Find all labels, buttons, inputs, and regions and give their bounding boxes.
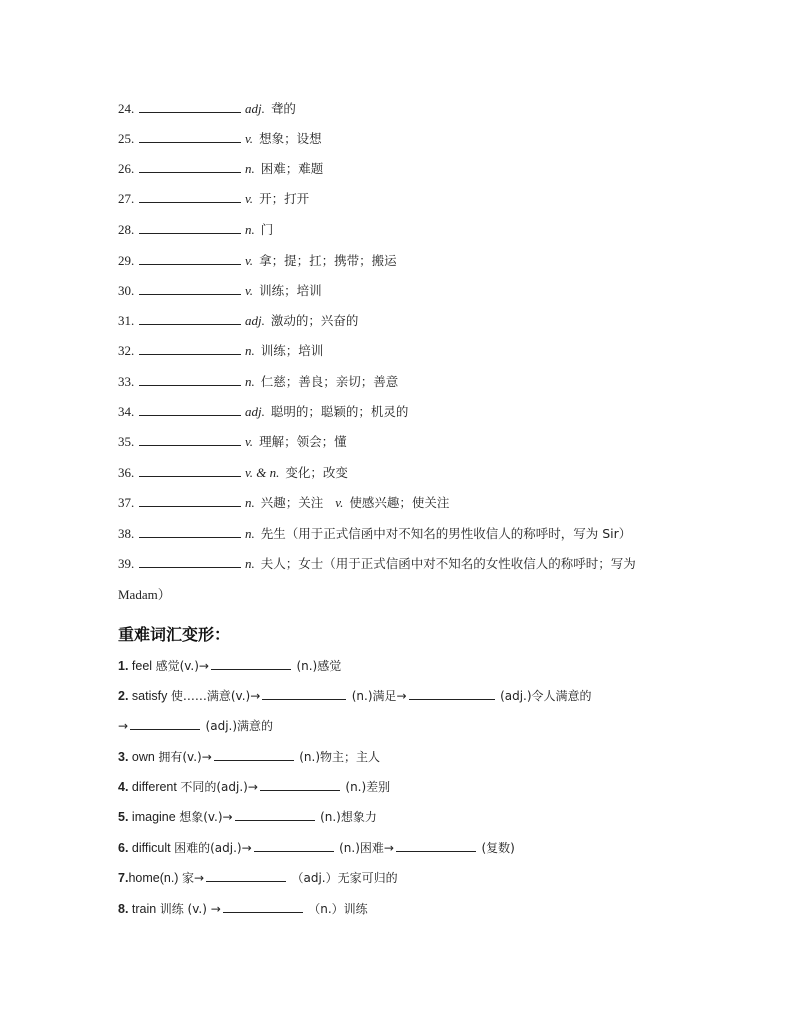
part-of-speech: n. — [245, 526, 255, 541]
base-word: feel — [131, 659, 153, 673]
target-meaning: (n.)感觉 — [296, 659, 342, 673]
vocab-item — [118, 433, 347, 451]
answer-blank[interactable] — [260, 778, 340, 791]
word-form-item — [118, 657, 341, 675]
base-word: difficult — [131, 841, 171, 855]
vocab-item — [118, 342, 323, 360]
item-number: 8. — [118, 902, 129, 916]
meaning: 困难；难题 — [260, 161, 324, 176]
part-of-speech: adj. — [245, 313, 265, 328]
meaning: 训练；培训 — [260, 343, 324, 358]
answer-blank[interactable] — [214, 748, 294, 761]
item-number: 34. — [118, 404, 135, 419]
base-word: home(n.) — [128, 871, 179, 885]
word-form-item — [118, 808, 377, 826]
base-word: own — [131, 750, 155, 764]
answer-blank[interactable] — [139, 160, 241, 173]
target-meaning: （adj.）无家可归的 — [291, 871, 398, 885]
answer-blank[interactable] — [262, 687, 346, 700]
answer-blank[interactable] — [409, 687, 495, 700]
answer-blank[interactable] — [139, 342, 241, 355]
answer-blank[interactable] — [139, 130, 241, 143]
item-number: 31. — [118, 313, 135, 328]
part-of-speech: v. — [245, 434, 254, 449]
section-title: 重难词汇变形： — [118, 625, 231, 644]
answer-blank[interactable] — [130, 717, 200, 730]
part-of-speech: n. — [245, 495, 255, 510]
answer-blank[interactable] — [139, 190, 241, 203]
answer-blank[interactable] — [139, 433, 241, 446]
base-meaning: 家→ — [181, 871, 205, 885]
word-form-item — [118, 839, 515, 857]
part-of-speech: n. — [245, 161, 255, 176]
answer-blank[interactable] — [139, 373, 241, 386]
target-meaning: (adj.)令人满意的 — [500, 689, 592, 703]
answer-blank[interactable] — [139, 100, 241, 113]
answer-blank[interactable] — [254, 839, 334, 852]
vocab-item — [118, 130, 322, 148]
base-word: different — [131, 780, 177, 794]
vocab-item — [118, 252, 397, 270]
item-number: 25. — [118, 131, 135, 146]
meaning: 训练；培训 — [259, 283, 322, 298]
part-of-speech: adj. — [245, 101, 265, 116]
vocab-item — [118, 221, 273, 239]
answer-blank[interactable] — [139, 252, 241, 265]
item-number: 37. — [118, 495, 135, 510]
answer-blank[interactable] — [139, 494, 241, 507]
target-meaning: （n.）训练 — [308, 902, 368, 916]
answer-blank[interactable] — [139, 555, 241, 568]
vocab-item — [118, 160, 323, 178]
base-meaning: 困难的(adj.)→ — [174, 841, 252, 855]
vocab-item — [118, 100, 296, 118]
meaning: 仁慈；善良；亲切；善意 — [260, 374, 399, 389]
word-form-item — [118, 869, 398, 887]
item-number: 29. — [118, 253, 135, 268]
meaning: 拿；提；扛；携带；搬运 — [259, 253, 397, 268]
part-of-speech: v. — [245, 253, 254, 268]
part-of-speech: n. — [245, 222, 255, 237]
intermediate-meaning: (n.)满足→ — [351, 689, 407, 703]
vocab-item-continuation: Madam） — [118, 587, 171, 602]
vocab-item — [118, 190, 309, 208]
vocab-item — [118, 555, 636, 573]
meaning: 想象；设想 — [259, 131, 322, 146]
vocab-item — [118, 373, 398, 391]
base-meaning: 不同的(adj.)→ — [180, 780, 258, 794]
answer-blank[interactable] — [139, 312, 241, 325]
item-number: 28. — [118, 222, 135, 237]
meaning: 门 — [260, 222, 274, 237]
item-number: 5. — [118, 810, 129, 824]
vocab-item — [118, 312, 358, 330]
answer-blank[interactable] — [139, 464, 241, 477]
target-meaning: (adj.)满意的 — [205, 719, 274, 733]
item-number: 3. — [118, 750, 129, 764]
answer-blank[interactable] — [206, 869, 286, 882]
part-of-speech-secondary: v. — [335, 495, 344, 510]
part-of-speech: v. & n. — [245, 465, 280, 480]
answer-blank[interactable] — [139, 221, 241, 234]
word-form-item — [118, 687, 592, 705]
part-of-speech: v. — [245, 131, 254, 146]
meaning: 理解；领会；懂 — [259, 434, 347, 449]
base-meaning: 拥有(v.)→ — [158, 750, 212, 764]
vocab-item — [118, 494, 449, 512]
answer-blank[interactable] — [211, 657, 291, 670]
meaning: 激动的；兴奋的 — [270, 313, 359, 328]
item-number: 7. — [118, 871, 129, 885]
meaning: 聋的 — [270, 101, 296, 116]
item-number: 35. — [118, 434, 135, 449]
base-meaning: 感觉(v.)→ — [155, 659, 209, 673]
target-meaning: (复数) — [481, 841, 515, 855]
target-meaning: (n.)想象力 — [320, 810, 377, 824]
target-meaning: (n.)差别 — [345, 780, 391, 794]
part-of-speech: n. — [245, 374, 255, 389]
part-of-speech: adj. — [245, 404, 265, 419]
meaning-secondary: 使感兴趣；使关注 — [349, 495, 450, 510]
base-meaning: 使……满意(v.)→ — [170, 689, 261, 703]
vocab-item — [118, 282, 322, 300]
part-of-speech: n. — [245, 556, 255, 571]
base-word: satisfy — [131, 689, 168, 703]
target-meaning: (n.)物主；主人 — [299, 750, 381, 764]
meaning: 夫人；女士（用于正式信函中对不知名的女性收信人的称呼时；写为 — [260, 556, 636, 571]
vocab-item — [118, 403, 408, 421]
meaning: 聪明的；聪颖的；机灵的 — [270, 404, 409, 419]
word-form-item-continuation — [118, 717, 273, 735]
part-of-speech: n. — [245, 343, 255, 358]
answer-blank[interactable] — [139, 282, 241, 295]
item-number: 26. — [118, 161, 135, 176]
base-meaning: 想象(v.)→ — [179, 810, 233, 824]
vocab-item — [118, 525, 631, 543]
item-number: 1. — [118, 659, 129, 673]
word-form-item — [118, 778, 390, 796]
meaning: 变化；改变 — [285, 465, 348, 480]
answer-blank[interactable] — [139, 403, 241, 416]
item-number: 32. — [118, 343, 135, 358]
base-word: train — [131, 902, 157, 916]
meaning: 兴趣；关注 — [260, 495, 324, 510]
answer-blank[interactable] — [139, 525, 241, 538]
vocab-item — [118, 464, 348, 482]
part-of-speech: v. — [245, 191, 254, 206]
answer-blank[interactable] — [396, 839, 476, 852]
arrow: → — [118, 719, 129, 733]
meaning: 先生（用于正式信函中对不知名的男性收信人的称呼时，写为 Sir） — [260, 526, 632, 541]
item-number: 27. — [118, 191, 135, 206]
item-number: 6. — [118, 841, 129, 855]
item-number: 33. — [118, 374, 135, 389]
answer-blank[interactable] — [235, 808, 315, 821]
item-number: 24. — [118, 101, 135, 116]
item-number: 4. — [118, 780, 129, 794]
item-number: 30. — [118, 283, 135, 298]
base-word: imagine — [131, 810, 176, 824]
item-number: 39. — [118, 556, 135, 571]
word-form-item — [118, 748, 380, 766]
base-meaning: 训练 (v.) → — [159, 902, 221, 916]
meaning: 开；打开 — [259, 191, 310, 206]
word-form-item — [118, 900, 368, 918]
item-number: 36. — [118, 465, 135, 480]
item-number: 2. — [118, 689, 129, 703]
part-of-speech: v. — [245, 283, 254, 298]
intermediate-meaning: (n.)困难→ — [339, 841, 394, 855]
item-number: 38. — [118, 526, 135, 541]
answer-blank[interactable] — [223, 900, 303, 913]
